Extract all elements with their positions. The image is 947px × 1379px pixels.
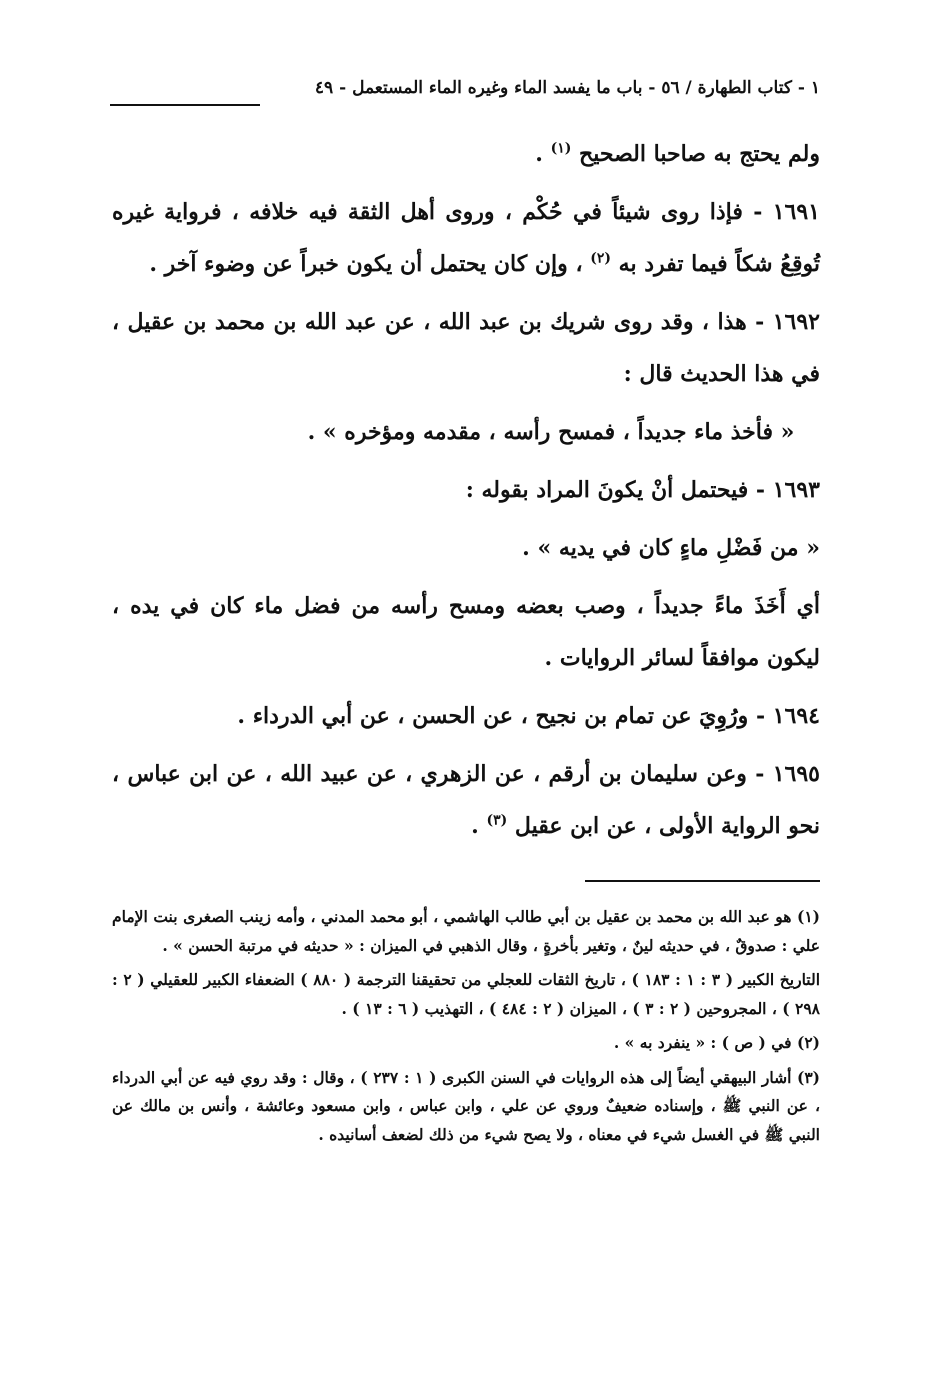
footnote-1: (١) هو عبد الله بن محمد بن عقيل بن أبي طالب الهاشمي ، أبو محمد المدني ، وأمه زينب الصغرى بنت الإمام علي : صدوقٌ ، في حديثه لينٌ ، وتغير بأخرةٍ ، وقال الذهبي في الميزان : « حديثه في مرتبة الحسن » . [112,907,820,955]
running-title: ١ - كتاب الطهارة / ٥٦ - باب ما يفسد الماء وغيره الماء المستعمل - ٤٩ [314,78,820,98]
paragraph-text: ١٦٩٤ - ورُوِيَ عن تمام بن نجيح ، عن الحسن ، عن أبي الدرداء . [237,703,820,729]
paragraph-text: ولم يحتج به صاحبا الصحيح [579,141,820,167]
running-header [110,72,820,116]
paragraph-tail: . [535,141,543,167]
quote-text: « فأخذ ماء جديداً ، فمسح رأسه ، مقدمه ومؤخره » . [307,419,795,445]
paragraph-tail: . [471,813,479,839]
quote-text: « من فَضْلِ ماءٍ كان في يديه » . [522,535,820,561]
paragraph-1694 [112,690,820,742]
footnote-marker: (١) [550,140,572,157]
paragraph-text: ١٦٩٣ - فيحتمل أنْ يكونَ المراد بقوله : [465,477,820,503]
paragraph-tail: ، وإن كان يحتمل أن يكون خبراً عن وضوء آخر . [149,251,583,277]
footnotes [112,903,820,1155]
footnote-marker: (٣) [486,812,508,829]
footnote-2: (٢) في ( ص ) : « ينفرد به » . [613,1033,820,1052]
paragraph-1691 [112,186,820,290]
paragraph-1693 [112,464,820,516]
quote-line [112,522,820,574]
paragraph-1695 [112,748,820,852]
paragraph-text: ١٦٩٥ - وعن سليمان بن أرقم ، عن الزهري ، عن عبيد الله ، عن ابن عباس ، نحو الرواية الأولى ، عن ابن عقيل [112,761,820,839]
quote-line [112,406,820,458]
paragraph-1692 [112,296,820,400]
paragraph-text: أي أَخَذَ ماءً جديداً ، وصب بعضه ومسح رأسه من فضل ماء كان في يده ، ليكون موافقاً لسائر الروايات . [112,593,820,671]
paragraph-text: ١٦٩٢ - هذا ، وقد روى شريك بن عبد الله ، عن عبد الله بن محمد بن عقيل ، في هذا الحديث قال : [112,309,820,387]
main-text [112,128,820,852]
footnote-3: (٣) أشار البيهقي أيضاً إلى هذه الروايات في السنن الكبرى ( ١ : ٢٣٧ ) ، وقال : وقد روي فيه عن أبي الدرداء ، عن النبي ﷺ ، وإسناده ضعيفٌ وروي عن علي ، وابن عباس ، وابن مسعود وعائشة ، وأنس بن مالك عن النبي ﷺ في الغسل شيء في معناه ، ولا يصح شيء من ذلك لضعف أسانيده . [112,1067,821,1144]
header-rule [110,104,260,106]
paragraph [112,128,820,180]
footnote-1-sources: التاريخ الكبير ( ٣ : ١ : ١٨٣ ) ، تاريخ الثقات للعجلي من تحقيقنا الترجمة ( ٨٨٠ ) الضعفاء الكبير للعقيلي ( ٢ : ٢٩٨ ) ، المجروحين ( ٢ : ٣ ) ، الميزان ( ٢ : ٤٨٤ ) ، التهذيب ( ٦ : ١٣ ) . [112,970,820,1018]
footnote-separator [585,880,820,882]
footnote-marker: (٢) [590,250,611,267]
paragraph-text: ١٦٩١ - فإذا روى شيئاً في حُكْم ، وروى أهل الثقة فيه خلافه ، فرواية غيره تُوقِعُ شكاً فيما تفرد به [112,199,820,277]
paragraph [112,580,820,684]
